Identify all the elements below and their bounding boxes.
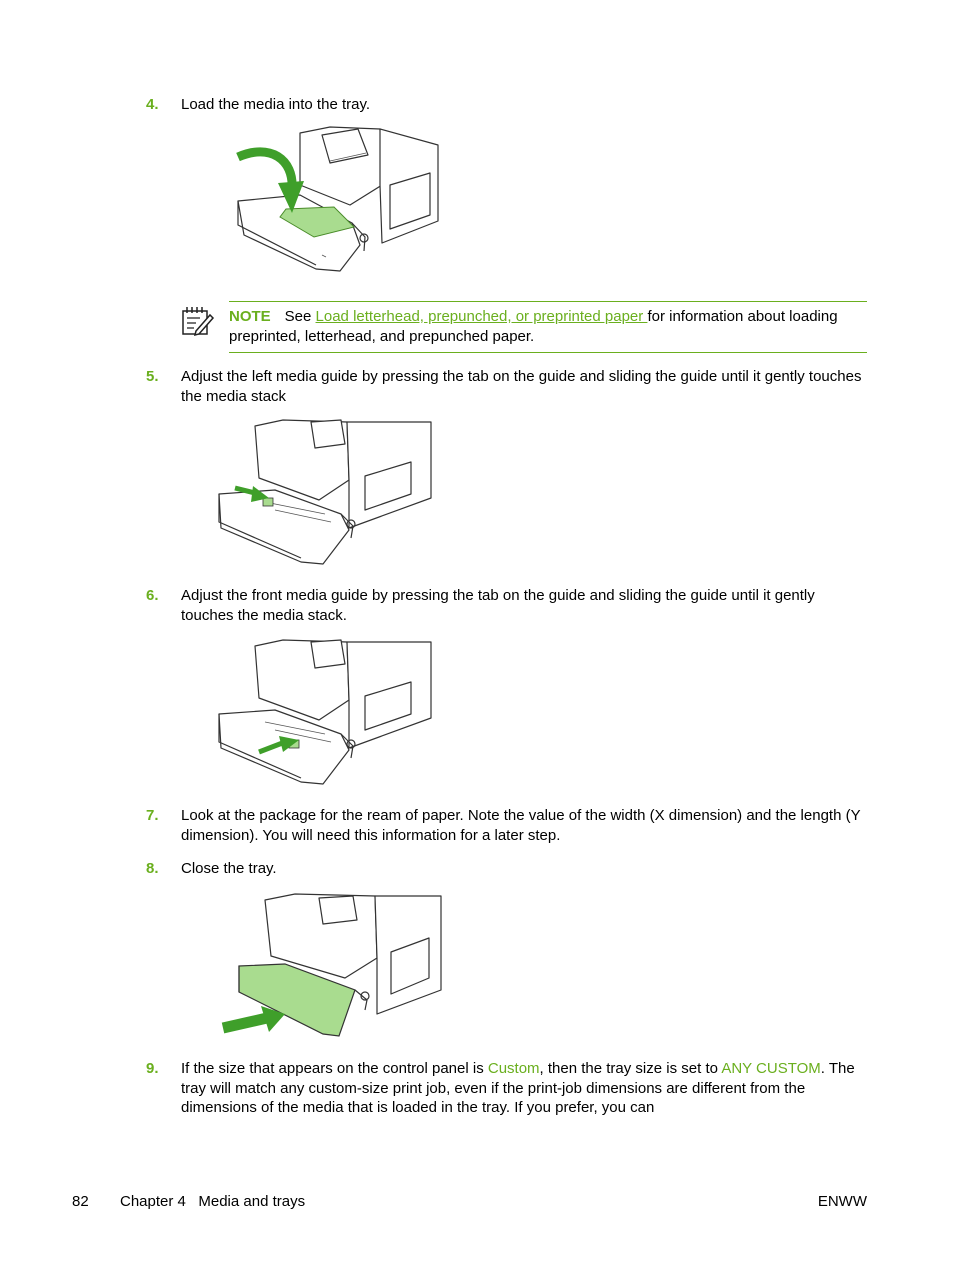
note-icon <box>182 304 214 336</box>
note-top-rule <box>229 301 867 302</box>
step-9-text-b: , then the tray size is set to <box>539 1060 722 1077</box>
step-4-number: 4. <box>146 96 159 113</box>
custom-term: Custom <box>487 1060 540 1077</box>
any-custom-term: ANY CUSTOM <box>721 1060 821 1077</box>
step-9-number: 9. <box>146 1060 159 1077</box>
step-9-text-c: . The tray will match any custom-size print job, even if the print-job dimensions are different from the dimensions of the media that is loaded in the tray. If you prefer, you can <box>181 1060 855 1116</box>
note-prefix: See <box>284 308 316 325</box>
step-5-number: 5. <box>146 368 159 385</box>
printer-illustration-front-guide <box>215 638 435 788</box>
printer-illustration-left-guide <box>215 418 435 568</box>
note-label: NOTE <box>229 308 271 325</box>
page-number: 82 <box>72 1193 89 1210</box>
printer-illustration-close-tray <box>215 892 445 1042</box>
step-6-number: 6. <box>146 587 159 604</box>
step-8-text: Close the tray. <box>181 860 277 877</box>
step-7-number: 7. <box>146 807 159 824</box>
note-link-load-letterhead[interactable]: Load letterhead, prepunched, or preprinted paper <box>315 308 648 325</box>
step-8-number: 8. <box>146 860 159 877</box>
step-9-text <box>181 1059 871 1118</box>
chapter-title: Chapter 4 Media and trays <box>120 1193 306 1210</box>
footer-right: ENWW <box>817 1193 867 1210</box>
step-7-text: Look at the package for the ream of paper. Note the value of the width (X dimension) and the length (Y dimension). You will need this information for a later step. <box>181 807 861 844</box>
step-4-text: Load the media into the tray. <box>181 96 371 113</box>
step-6-text: Adjust the front media guide by pressing the tab on the guide and sliding the guide until it gently touches the media stack. <box>181 587 815 624</box>
note-suffix: for information about loading preprinted, letterhead, and prepunched paper. <box>229 308 838 345</box>
step-5-text: Adjust the left media guide by pressing the tab on the guide and sliding the guide until it gently touches the media stack <box>181 368 862 405</box>
note-box <box>229 307 867 346</box>
step-9-text-a: If the size that appears on the control panel is <box>181 1060 488 1077</box>
printer-illustration-load-media <box>230 125 445 275</box>
note-bottom-rule <box>229 352 867 353</box>
